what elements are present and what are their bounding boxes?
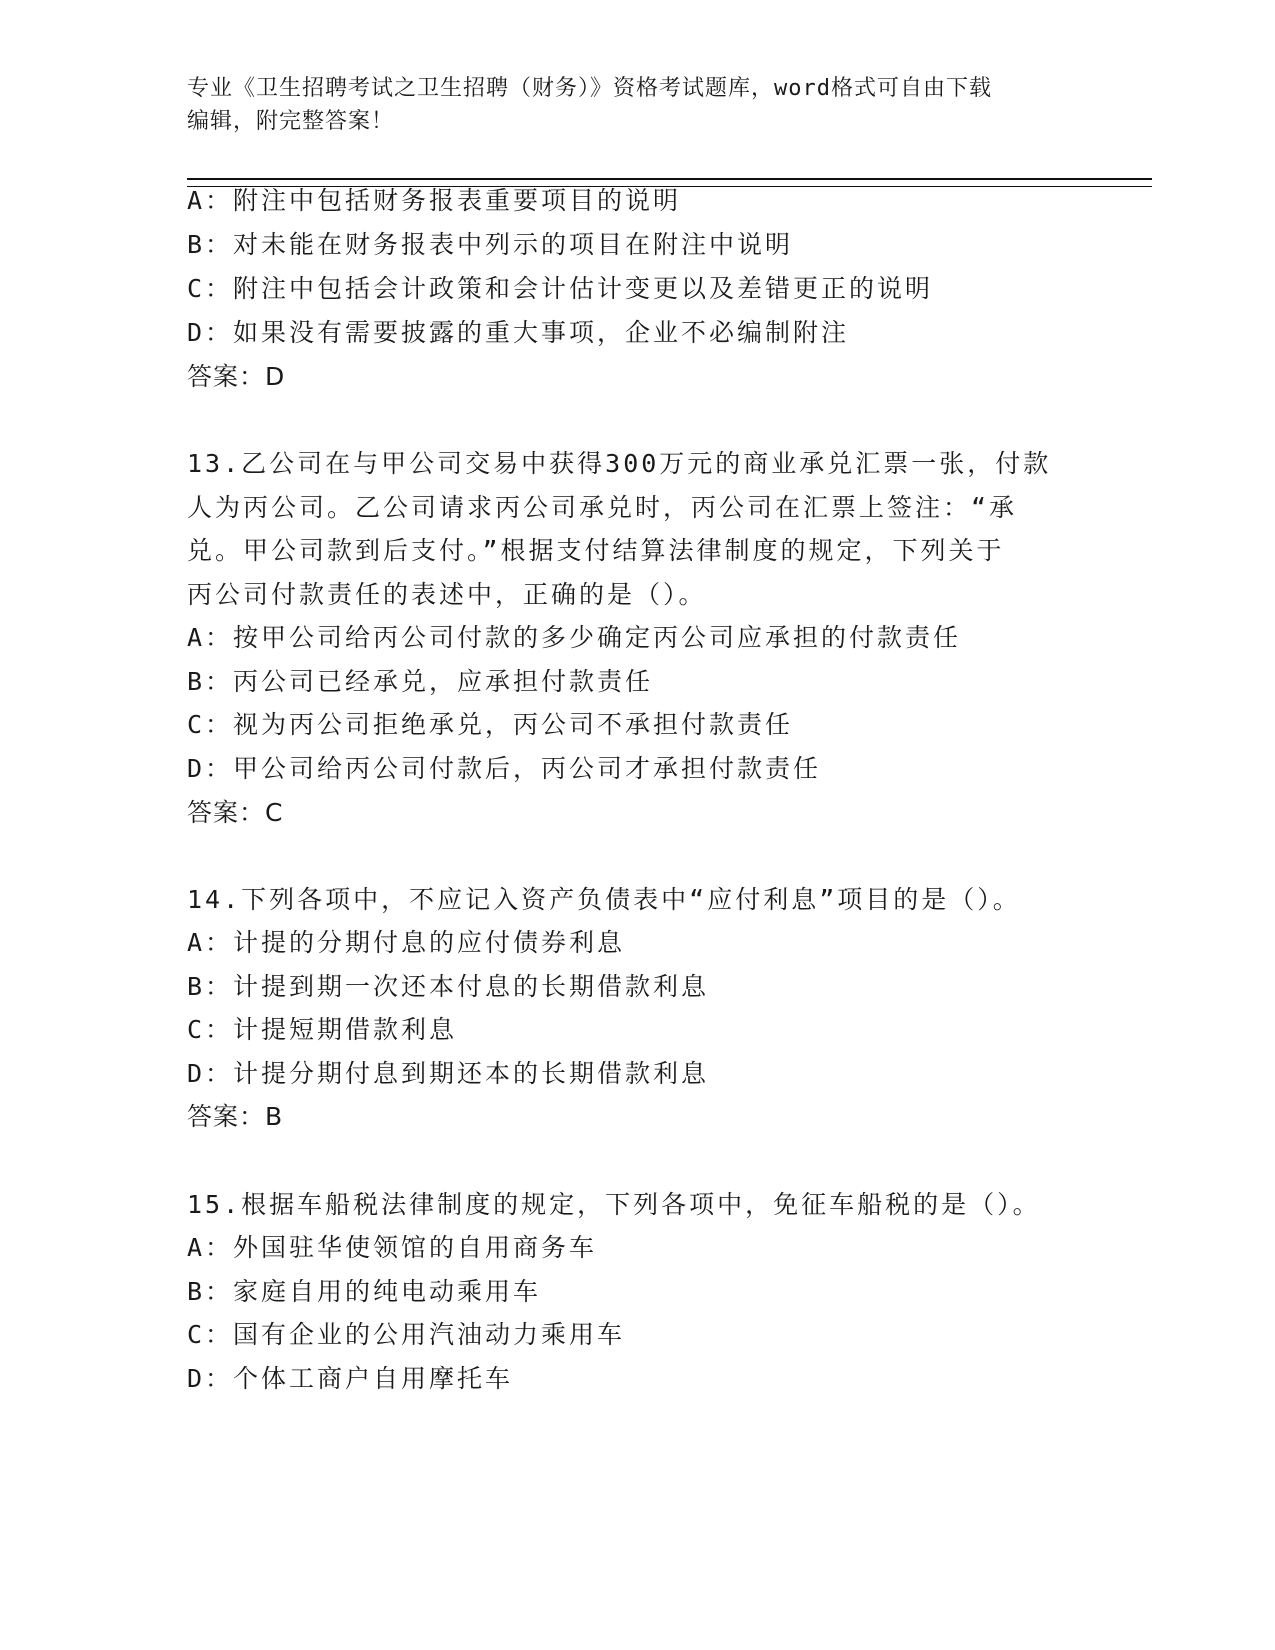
q13-answer: 答案：C (187, 798, 284, 827)
q13-stem-line-4: 丙公司付款责任的表述中，正确的是（）。 (187, 580, 707, 609)
q13-option-c: C：视为丙公司拒绝承兑，丙公司不承担付款责任 (187, 710, 794, 739)
q15-option-a: A：外国驻华使领馆的自用商务车 (187, 1233, 598, 1262)
q14-option-a: A：计提的分期付息的应付债券利息 (187, 928, 626, 957)
q12-option-b: B：对未能在财务报表中列示的项目在附注中说明 (187, 230, 794, 259)
header-line-1: 专业《卫生招聘考试之卫生招聘（财务）》资格考试题库，word格式可自由下载 (187, 76, 992, 101)
q14-option-c: C：计提短期借款利息 (187, 1015, 458, 1044)
q13-stem-line-1: 13.乙公司在与甲公司交易中获得300万元的商业承兑汇票一张，付款 (187, 449, 1052, 478)
q14-option-b: B：计提到期一次还本付息的长期借款利息 (187, 972, 710, 1001)
q15-option-d: D：个体工商户自用摩托车 (187, 1364, 514, 1393)
q13-stem-line-3: 兑。甲公司款到后支付。”根据支付结算法律制度的规定，下列关于 (187, 536, 1005, 565)
q15-option-b: B：家庭自用的纯电动乘用车 (187, 1277, 542, 1306)
q12-option-d: D：如果没有需要披露的重大事项，企业不必编制附注 (187, 318, 850, 347)
q15-stem: 15.根据车船税法律制度的规定，下列各项中，免征车船税的是（）。 (187, 1190, 1041, 1219)
q13-option-d: D：甲公司给丙公司付款后，丙公司才承担付款责任 (187, 754, 822, 783)
page-header (187, 72, 1087, 138)
q14-stem: 14.下列各项中，不应记入资产负债表中“应付利息”项目的是（）。 (187, 885, 1021, 914)
q12-option-c: C：附注中包括会计政策和会计估计变更以及差错更正的说明 (187, 274, 934, 303)
q13-stem-line-2: 人为丙公司。乙公司请求丙公司承兑时，丙公司在汇票上签注：“承 (187, 493, 1018, 522)
q12-answer: 答案：D (187, 362, 286, 391)
q13-option-b: B：丙公司已经承兑，应承担付款责任 (187, 667, 654, 696)
header-line-2: 编辑，附完整答案！ (187, 109, 395, 134)
q13-option-a: A：按甲公司给丙公司付款的多少确定丙公司应承担的付款责任 (187, 623, 962, 652)
q12-option-a: A：附注中包括财务报表重要项目的说明 (187, 186, 682, 215)
q15-option-c: C：国有企业的公用汽油动力乘用车 (187, 1320, 626, 1349)
q14-option-d: D：计提分期付息到期还本的长期借款利息 (187, 1059, 710, 1088)
q14-answer: 答案：B (187, 1102, 284, 1131)
